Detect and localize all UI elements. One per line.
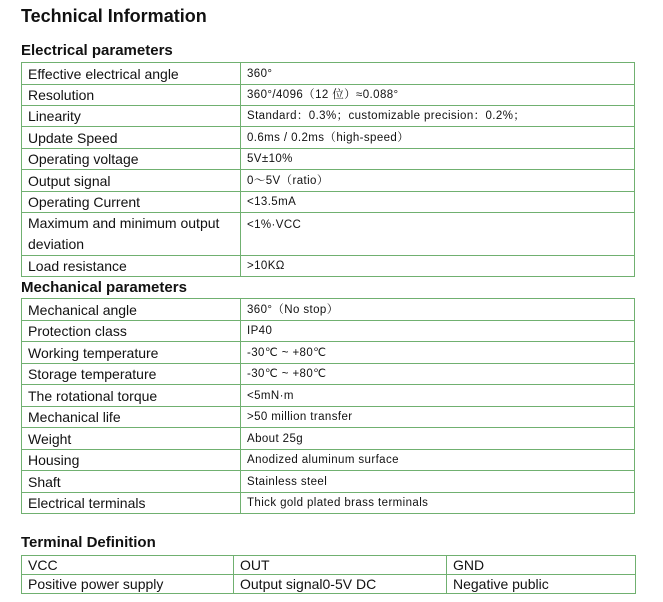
param-name: Mechanical angle	[22, 299, 241, 321]
param-name: Linearity	[22, 106, 241, 127]
table-row	[22, 321, 635, 342]
table-row	[22, 428, 635, 450]
param-value: >50 million transfer	[241, 407, 635, 428]
table-row	[22, 213, 635, 256]
param-value: 0～5V（ratio）	[241, 170, 635, 192]
table-row	[22, 106, 635, 127]
param-name: Resolution	[22, 85, 241, 106]
param-name: Output signal	[22, 170, 241, 192]
param-name: The rotational torque	[22, 385, 241, 407]
param-value: -30℃ ~ +80℃	[241, 342, 635, 364]
param-value: 5V±10%	[241, 149, 635, 170]
terminal-cell: Output signal0-5V DC	[234, 575, 447, 594]
table-row	[22, 556, 636, 575]
page-title: Technical Information	[21, 6, 207, 26]
param-name: Effective electrical angle	[22, 63, 241, 85]
param-name: Electrical terminals	[22, 493, 241, 514]
table-row	[22, 450, 635, 471]
table-row	[22, 575, 636, 594]
param-value: Thick gold plated brass terminals	[241, 493, 635, 514]
terminal-cell: Positive power supply	[22, 575, 234, 594]
param-name: Mechanical life	[22, 407, 241, 428]
electrical-parameters-table	[21, 62, 635, 277]
table-row	[22, 127, 635, 149]
terminal-cell: Negative public	[447, 575, 636, 594]
table-row	[22, 149, 635, 170]
electrical-section-title: Electrical parameters	[21, 42, 173, 59]
param-value: Stainless steel	[241, 471, 635, 493]
param-value: -30℃ ~ +80℃	[241, 364, 635, 385]
mechanical-parameters-table	[21, 298, 635, 514]
terminal-section-title: Terminal Definition	[21, 534, 156, 551]
param-name: Weight	[22, 428, 241, 450]
param-value: 360°（No stop）	[241, 299, 635, 321]
terminal-header-cell: OUT	[234, 556, 447, 575]
param-name: Storage temperature	[22, 364, 241, 385]
param-value: 360°/4096（12 位）≈0.088°	[241, 85, 635, 106]
param-value: Standard：0.3%；customizable precision：0.2%；	[241, 106, 635, 127]
param-name: Load resistance	[22, 256, 241, 277]
param-value: 360°	[241, 63, 635, 85]
param-value: <5mN·m	[241, 385, 635, 407]
mechanical-section-title: Mechanical parameters	[21, 279, 187, 296]
param-name: Maximum and minimum output deviation	[22, 213, 241, 256]
table-row	[22, 407, 635, 428]
param-value: 0.6ms / 0.2ms（high-speed）	[241, 127, 635, 149]
terminal-definition-table	[21, 555, 636, 594]
table-row	[22, 63, 635, 85]
param-name: Housing	[22, 450, 241, 471]
param-value: <1%·VCC	[241, 213, 635, 256]
param-value: IP40	[241, 321, 635, 342]
table-row	[22, 493, 635, 514]
table-row	[22, 256, 635, 277]
param-value: Anodized aluminum surface	[241, 450, 635, 471]
table-row	[22, 342, 635, 364]
param-name: Update Speed	[22, 127, 241, 149]
table-row	[22, 364, 635, 385]
param-name: Protection class	[22, 321, 241, 342]
param-name: Operating voltage	[22, 149, 241, 170]
param-name: Working temperature	[22, 342, 241, 364]
table-row	[22, 192, 635, 213]
table-row	[22, 471, 635, 493]
terminal-header-cell: VCC	[22, 556, 234, 575]
terminal-header-cell: GND	[447, 556, 636, 575]
param-value: >10KΩ	[241, 256, 635, 277]
param-value: <13.5mA	[241, 192, 635, 213]
param-name: Operating Current	[22, 192, 241, 213]
table-row	[22, 170, 635, 192]
table-row	[22, 85, 635, 106]
param-name: Shaft	[22, 471, 241, 493]
table-row	[22, 299, 635, 321]
table-row	[22, 385, 635, 407]
param-value: About 25g	[241, 428, 635, 450]
